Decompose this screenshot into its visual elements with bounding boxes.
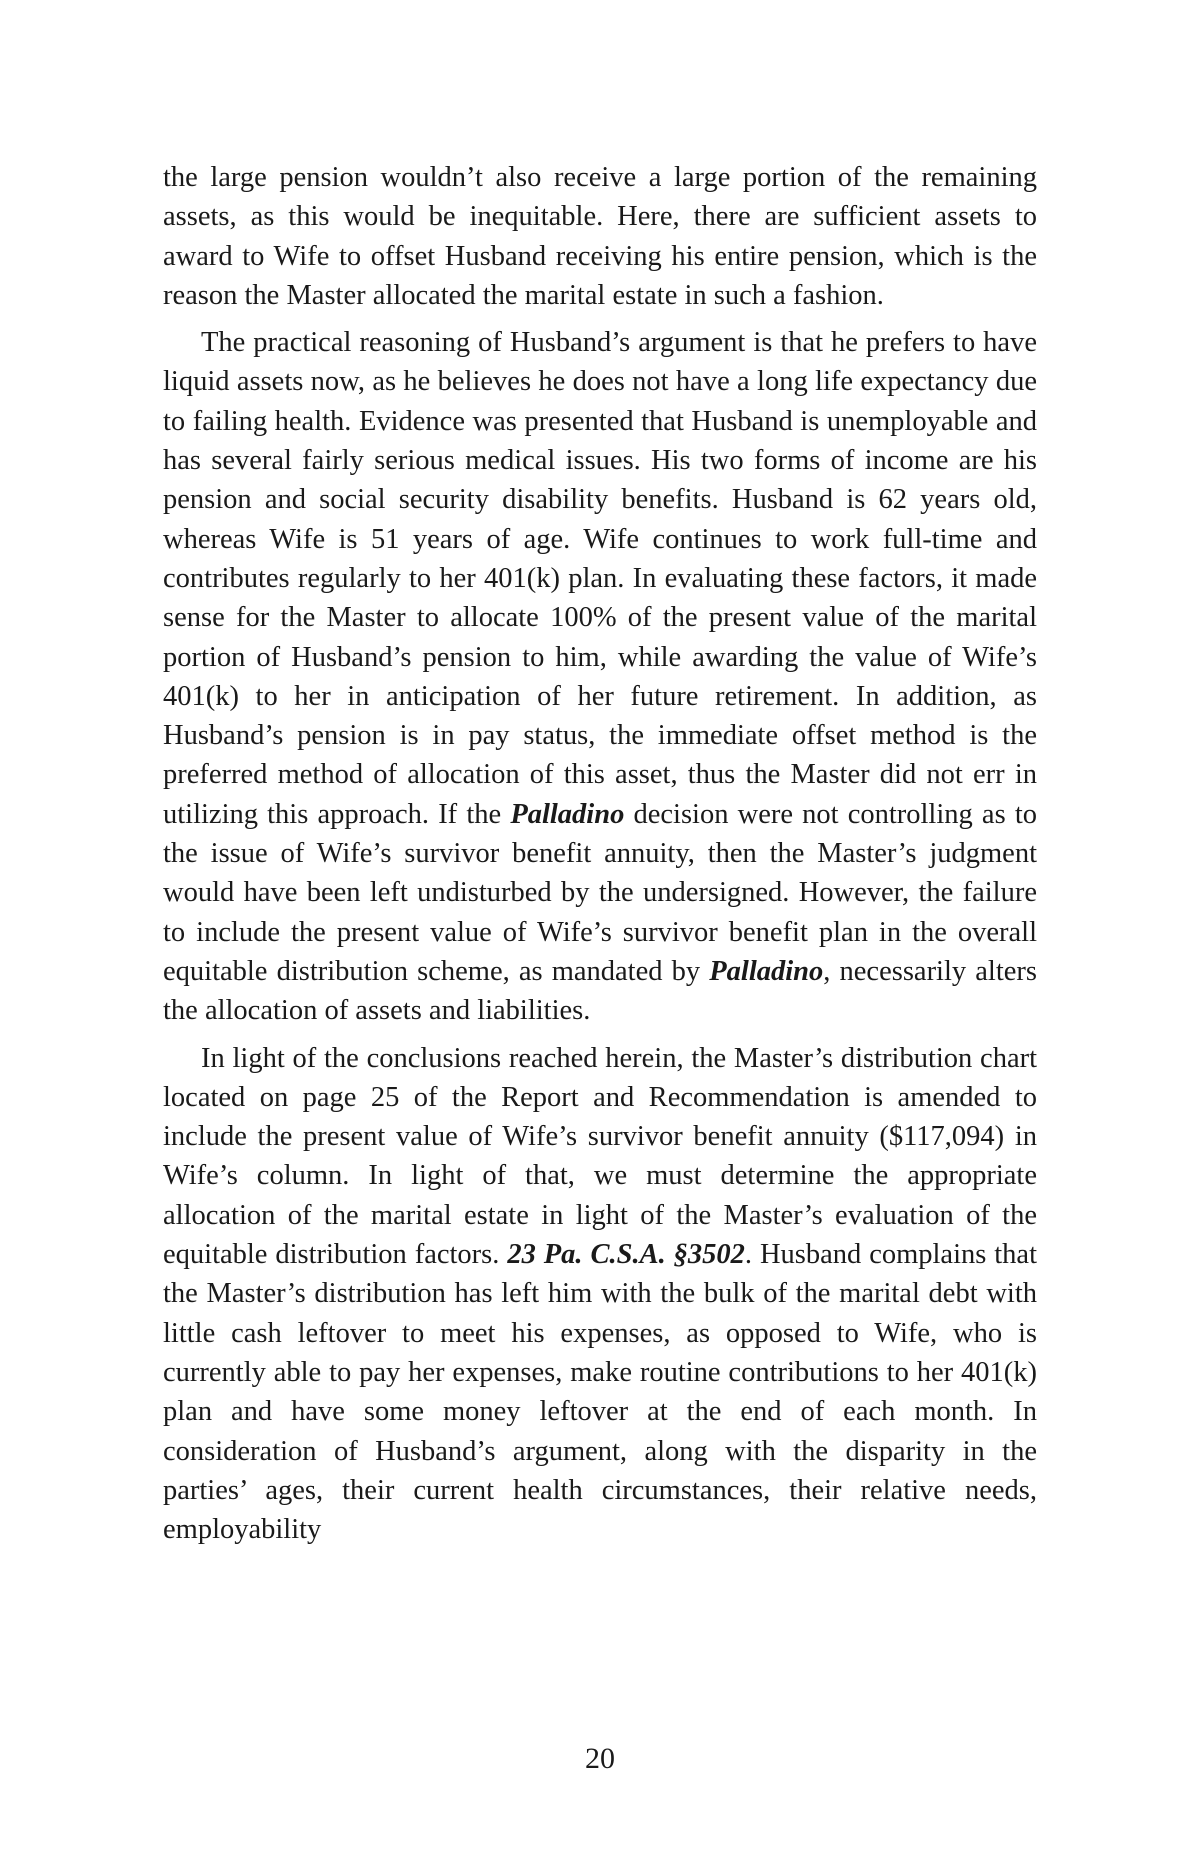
body-text (163, 158, 1037, 1557)
paragraph-text: , necessarily alters the allocation of assets and liabilities. (163, 955, 1037, 1027)
paragraph-text: decision were not controlling as to the issue of Wife’s survivor benefit annuity, then the Master’s judgment would have been left undisturbed by the undersigned. However, the failure to include the present value of Wife’s survivor benefit plan in the overall equitable distribution scheme, as mandated by (163, 798, 1037, 987)
paragraph-text: In light of the conclusions reached herein, the Master’s distribution chart located on page 25 of the Report and Recommendation is amended to include the present value of Wife’s survivor benefit annuity ($117,094) in Wife’s column. In light of that, we must determine the appropriate allocation of the marital estate in light of the Master’s evaluation of the equitable distribution factors. (163, 1042, 1037, 1271)
paragraph-text: The practical reasoning of Husband’s argument is that he prefers to have liquid assets now, as he believes he does not have a long life expectancy due to failing health. Evidence was presented that Husband is unemployable and has several fairly serious medical issues. His two forms of income are his pension and social security disability benefits. Husband is 62 years old, whereas Wife is 51 years of age. Wife continues to work full-time and contributes regularly to her 401(k) plan. In evaluating these factors, it made sense for the Master to allocate 100% of the present value of the marital portion of Husband’s pension to him, while awarding the value of Wife’s 401(k) to her in anticipation of her future retirement. In addition, as Husband’s pension is in pay status, the immediate offset method is the preferred method of allocation of this asset, thus the Master did not err in utilizing this approach. If the (163, 327, 1037, 830)
paragraph-text: . Husband complains that the Master’s distribution has left him with the bulk of the marital debt with little cash leftover to meet his expenses, as opposed to Wife, who is currently able to pay her expenses, make routine contributions to her 401(k) plan and have some money leftover at the end of each month. In consideration of Husband’s argument, along with the disparity in the parties’ ages, their current health circumstances, their relative needs, employability (163, 1239, 1037, 1546)
case-citation: Palladino (510, 798, 625, 830)
paragraph-practical-reasoning (163, 323, 1037, 1030)
page-number: 20 (585, 1742, 615, 1775)
paragraph-continued (163, 158, 1037, 315)
case-citation: 23 Pa. C.S.A. §3502 (507, 1239, 745, 1271)
paragraph-text: the large pension wouldn’t also receive a large portion of the remaining assets, as this would be inequitable. Here, there are sufficient assets to award to Wife to offset Husband receiving his entire pension, which is the reason the Master allocated the marital estate in such a fashion. (163, 162, 1037, 311)
case-citation: Palladino (709, 955, 824, 987)
paragraph-conclusions (163, 1039, 1037, 1550)
